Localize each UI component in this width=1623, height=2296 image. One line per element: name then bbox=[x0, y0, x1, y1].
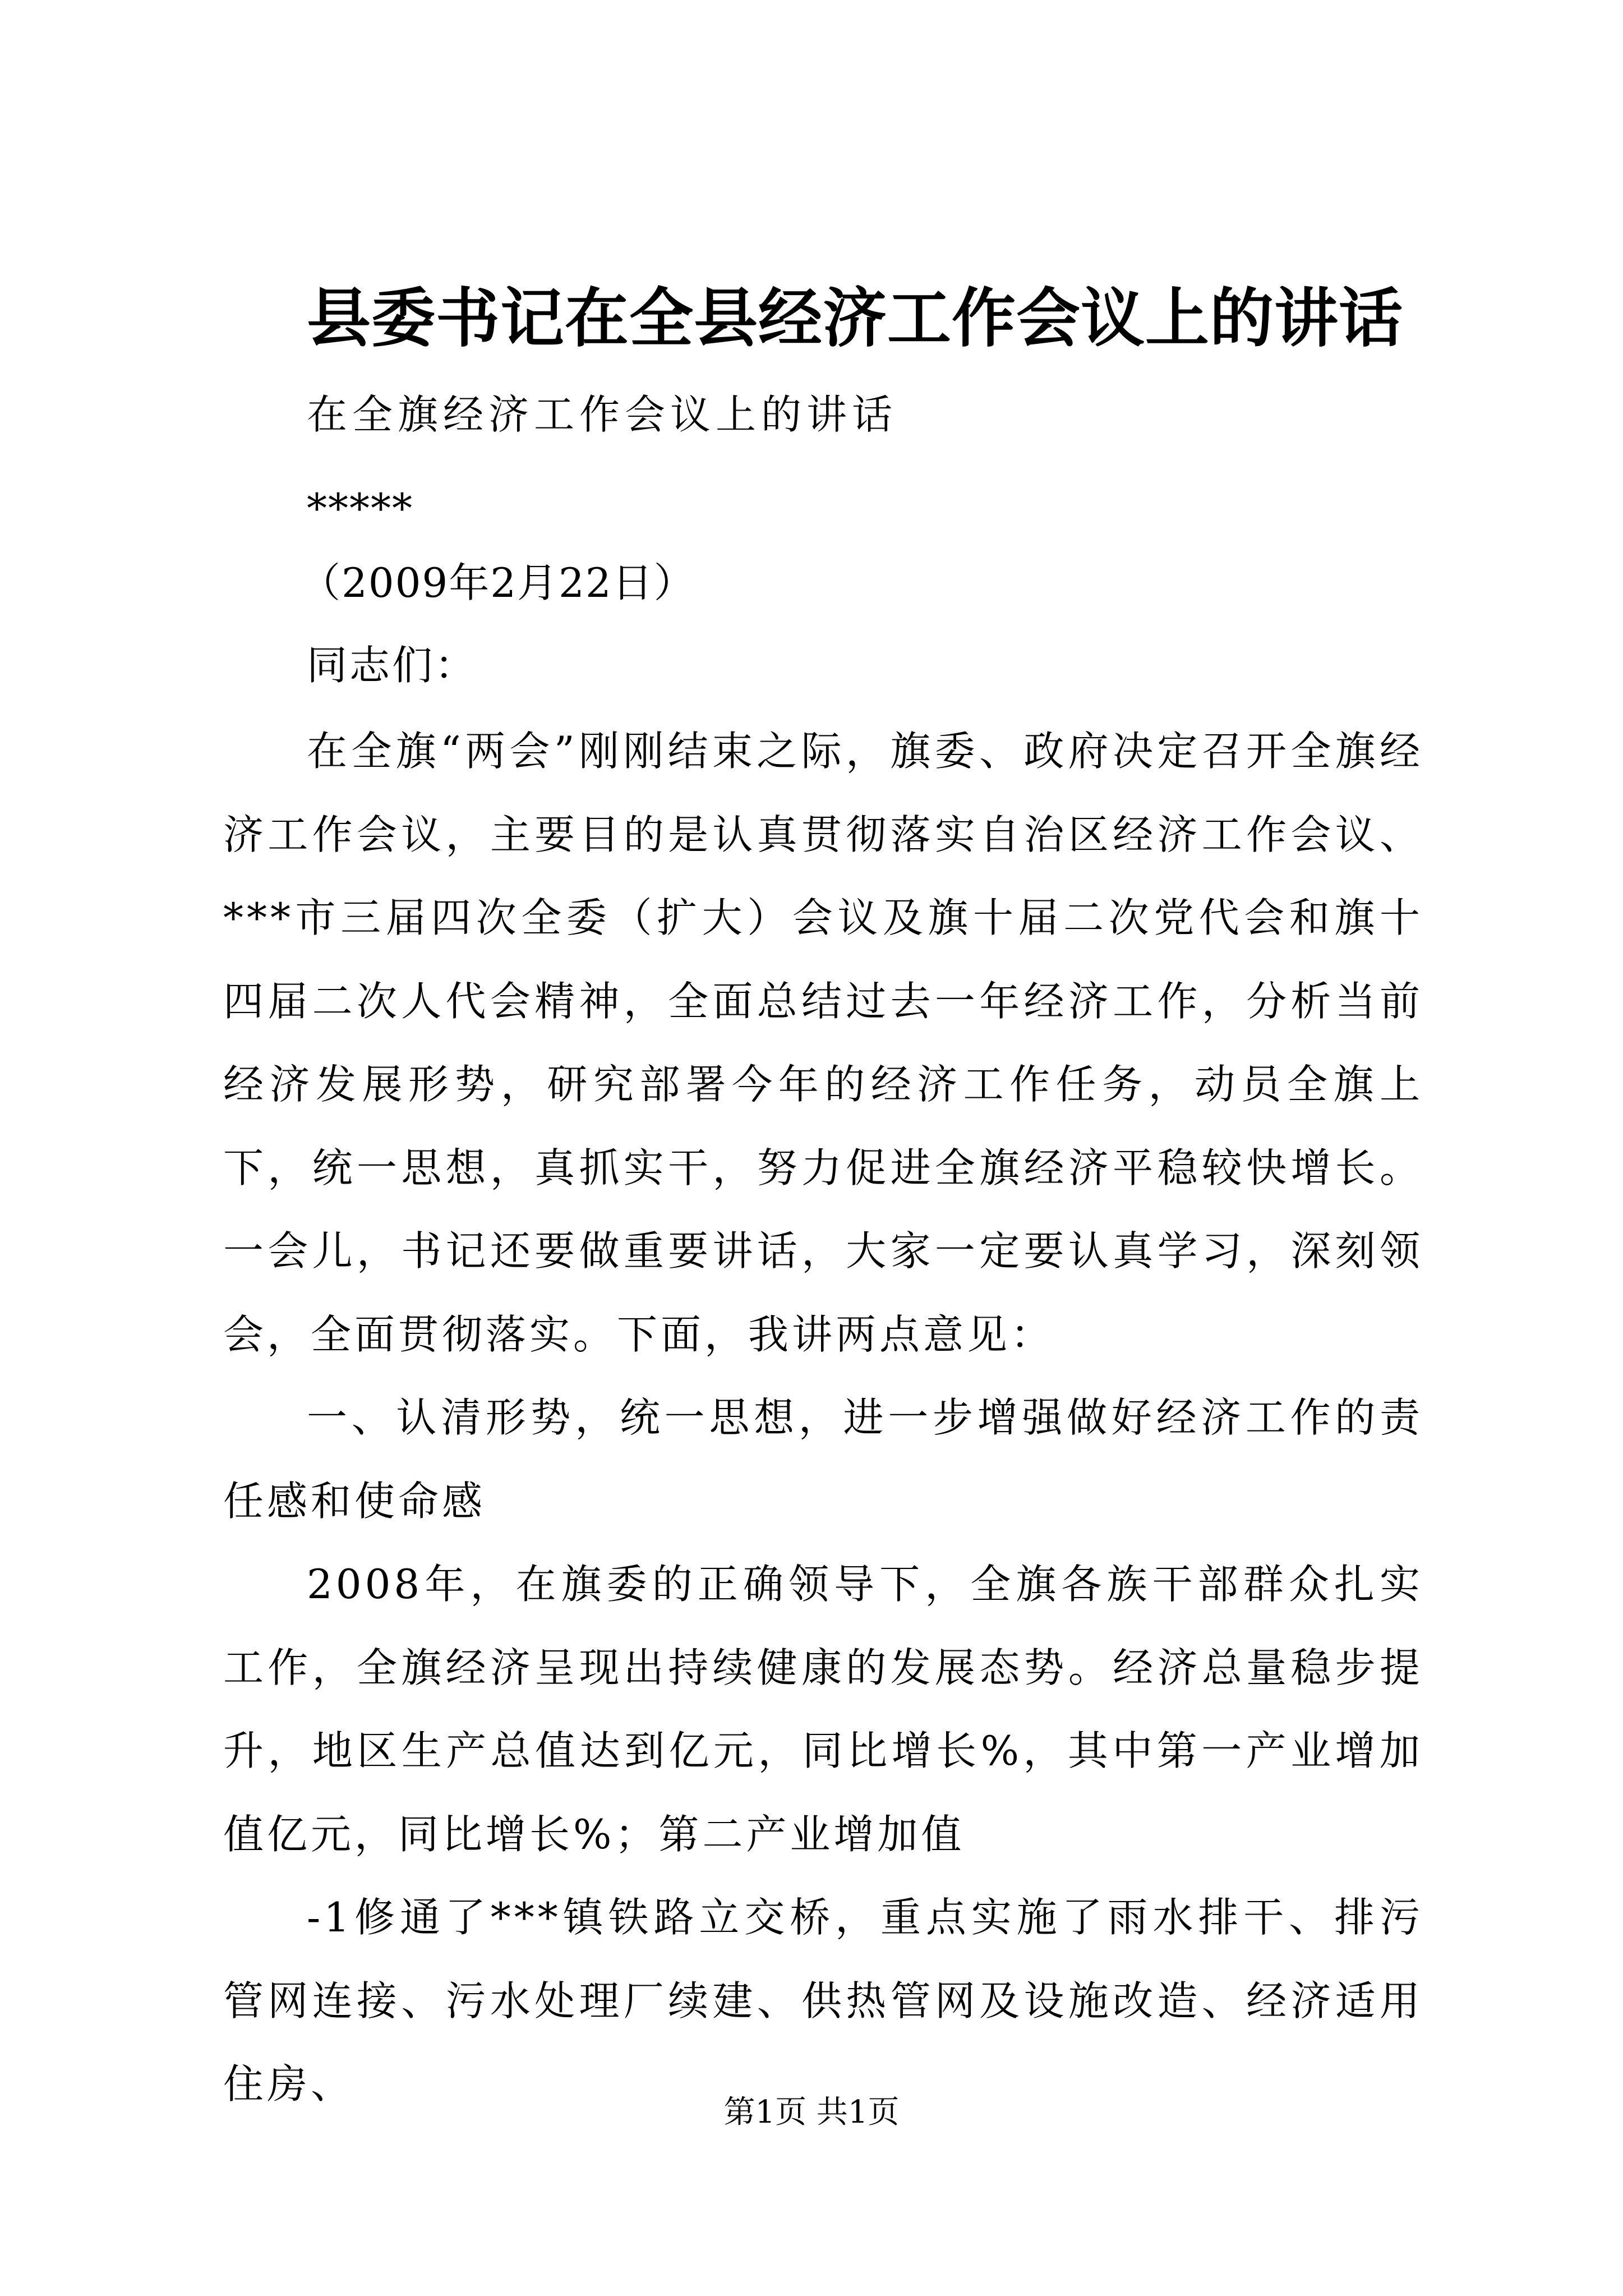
document-date: （2009年2月22日） bbox=[300, 559, 695, 606]
document-subtitle: 在全旗经济工作会议上的讲话 bbox=[307, 391, 898, 438]
body-paragraph-1-block bbox=[223, 710, 1423, 1376]
body-paragraph: 在全旗“两会”刚刚结束之际，旗委、政府决定召开全旗经济工作会议，主要目的是认真贯彻落实自治区经济工作会议、***市三届四次全委（扩大）会议及旗十届二次党代会和旗十四届二次人代会精神，全面总结过去一年经济工作，分析当前经济发展形势，研究部署今年的经济工作任务，动员全旗上下，统一思想，真抓实干，努力促进全旗经济平稳较快增长。一会儿，书记还要做重要讲话，大家一定要认真学习，深刻领会，全面贯彻落实。下面，我讲两点意见： bbox=[223, 728, 1423, 1358]
body-paragraph-3-block bbox=[223, 1876, 1423, 2126]
section-heading-block bbox=[223, 1376, 1423, 1543]
section-heading: 一、认清形势，统一思想，进一步增强做好经济工作的责任感和使命感 bbox=[223, 1394, 1423, 1525]
document-title: 县委书记在全县经济工作会议上的讲话 bbox=[307, 280, 1404, 356]
body-paragraph: -1修通了***镇铁路立交桥，重点实施了雨水排干、排污管网连接、污水处理厂续建、供热管网及设施改造、经济适用住房、 bbox=[223, 1894, 1423, 2108]
document-author: ***** bbox=[307, 485, 413, 532]
body-paragraph: 2008年，在旗委的正确领导下，全旗各族干部群众扎实工作，全旗经济呈现出持续健康的发展态势。经济总量稳步提升，地区生产总值达到亿元，同比增长%，其中第一产业增加值亿元，同比增长%；第二产业增加值 bbox=[223, 1561, 1423, 1858]
page-footer: 第1页 共1页 bbox=[723, 2094, 900, 2131]
document-greeting: 同志们： bbox=[307, 642, 478, 689]
body-paragraph-2-block bbox=[223, 1543, 1423, 1876]
